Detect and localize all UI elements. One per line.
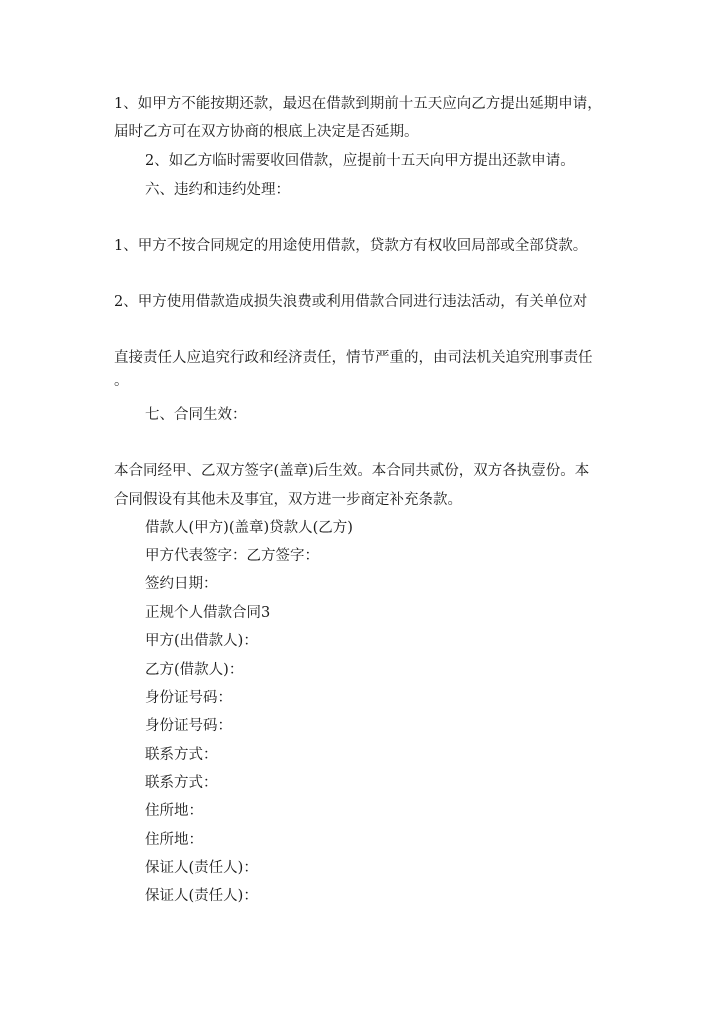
contact-field-b: 联系方式：: [145, 775, 218, 791]
clause-illegal-activity-line-2: 直接责任人应追究行政和经济责任，情节严重的，由司法机关追究刑事责任: [114, 350, 593, 366]
clause-illegal-activity-line-3: 。: [114, 373, 129, 389]
signature-parties-line: 借款人(甲方)(盖章)贷款人(乙方): [145, 520, 353, 536]
id-number-field-b: 身份证号码：: [145, 718, 232, 734]
clause-misuse-of-loan: 1、甲方不按合同规定的用途使用借款，贷款方有权收回局部或全部贷款。: [114, 238, 588, 254]
clause-early-recall: 2、如乙方临时需要收回借款，应提前十五天向甲方提出还款申请。: [145, 153, 575, 169]
contact-field-a: 联系方式：: [145, 747, 218, 763]
id-number-field-a: 身份证号码：: [145, 690, 232, 706]
clause-effectiveness-line-1: 本合同经甲、乙双方签字(盖章)后生效。本合同共贰份，双方各执壹份。本: [114, 463, 590, 479]
clause-extension-request-line-1: 1、如甲方不能按期还款，最迟在借款到期前十五天应向乙方提出延期申请，: [114, 96, 602, 112]
section-heading-effectiveness: 七、合同生效：: [145, 407, 247, 423]
clause-effectiveness-line-2: 合同假设有其他未及事宜，双方进一步商定补充条款。: [114, 492, 462, 508]
party-b-borrower-field: 乙方(借款人)：: [145, 662, 244, 678]
signature-representatives-line: 甲方代表签字：乙方签字：: [145, 548, 319, 564]
party-a-lender-field: 甲方(出借款人)：: [145, 633, 258, 649]
clause-extension-request-line-2: 届时乙方可在双方协商的根底上决定是否延期。: [114, 124, 419, 140]
section-heading-breach: 六、违约和违约处理：: [145, 182, 290, 198]
address-field-b: 住所地：: [145, 832, 203, 848]
guarantor-field-a: 保证人(责任人)：: [145, 860, 258, 876]
guarantor-field-b: 保证人(责任人)：: [145, 888, 258, 904]
signing-date-field: 签约日期：: [145, 576, 218, 592]
contract-title: 正规个人借款合同3: [145, 605, 271, 621]
address-field-a: 住所地：: [145, 803, 203, 819]
clause-illegal-activity-line-1: 2、甲方使用借款造成损失浪费或利用借款合同进行违法活动，有关单位对: [114, 294, 588, 310]
